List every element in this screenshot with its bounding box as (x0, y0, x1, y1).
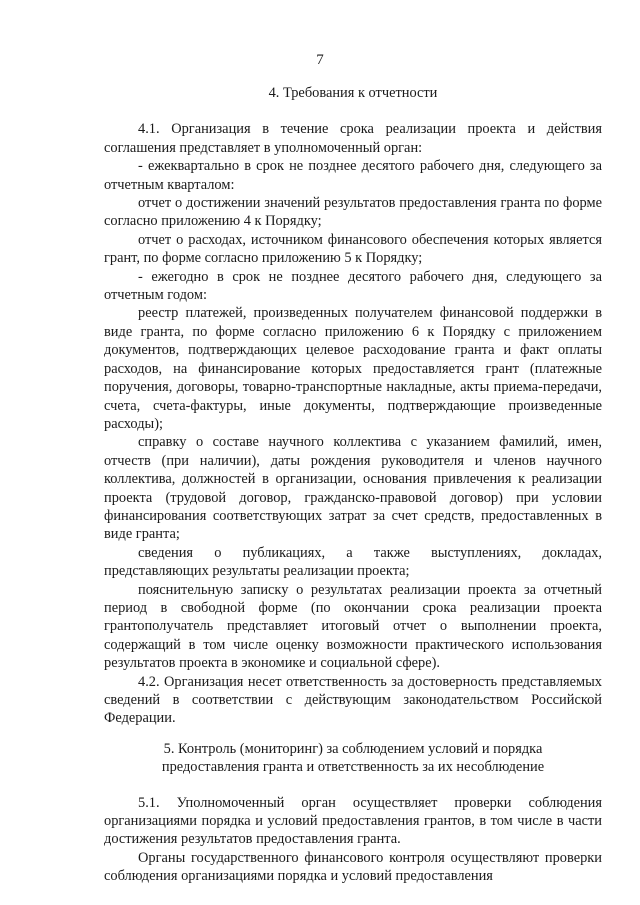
paragraph-research-team: справку о составе научного коллектива с указанием фамилий, имен, отчеств (при наличии), даты рождения руководителя и членов научного коллектива, должностей в организации, основания привлечения к реализации проекта (трудовой договор, гражданско-правовой договор) при условии финансирования соответствующих затрат за счет средств, предоставленных в виде гранта; (104, 434, 602, 543)
section-5-heading (104, 740, 602, 777)
paragraph-explanatory-note: пояснительную записку о результатах реализации проекта за отчетный период в свободной форме (по окончании срока реализации проекта грантополучатель представляет итоговый отчет о выполнении проекта, содержащий в том числе оценку возможности практического использования результатов проекта в экономике и социальной сфере). (104, 581, 602, 672)
paragraph-quarterly-deadline: - ежеквартально в срок не позднее десятого рабочего дня, следующего за отчетным кварталом: (104, 158, 602, 193)
paragraph-payments-register: реестр платежей, произведенных получателем финансовой поддержки в виде гранта, по форме согласно приложению 6 к Порядку с приложением документов, подтверждающих целевое расходование гранта и факт оплаты расходов, на финансирование которых предоставляется грант (платежные поручения, договоры, товарно-транспортные накладные, акты приема-передачи, счета, счета-фактуры, иные документы, подтверждающие произведенные расходы); (104, 305, 602, 432)
section-4-heading: 4. Требования к отчетности (268, 85, 438, 101)
paragraph-results-report: отчет о достижении значений результатов предоставления гранта по форме согласно приложению 4 к Порядку; (104, 195, 602, 230)
page-number: 7 (316, 52, 324, 68)
section-5-heading-line-2: предоставления гранта и ответственность за их несоблюдение (161, 759, 545, 776)
paragraph-4-1-intro: 4.1. Организация в течение срока реализации проекта и действия соглашения представляет в уполномоченный орган: (104, 121, 602, 156)
document-body (104, 84, 602, 886)
paragraph-expenses-report: отчет о расходах, источником финансового обеспечения которых является грант, по форме согласно приложению 5 к Порядку; (104, 231, 602, 267)
paragraph-5-1-inspections: 5.1. Уполномоченный орган осуществляет проверки соблюдения организациями порядка и условий предоставления грантов, в том числе в части достижения результатов предоставления гранта. (104, 794, 602, 848)
section-5-heading-line-1: 5. Контроль (мониторинг) за соблюдением условий и порядка (163, 740, 543, 757)
paragraph-4-2-responsibility: 4.2. Организация несет ответственность за достоверность представляемых сведений в соответствии с действующим законодательством Российской Федерации. (104, 673, 602, 727)
paragraph-financial-control: Органы государственного финансового контроля осуществляют проверки соблюдения организациями порядка и условий предоставления (104, 849, 602, 885)
paragraph-annual-deadline: - ежегодно в срок не позднее десятого рабочего дня, следующего за отчетным годом: (104, 268, 602, 304)
paragraph-publications: сведения о публикациях, а также выступлениях, докладах, представляющих результаты реализации проекта; (104, 544, 602, 580)
